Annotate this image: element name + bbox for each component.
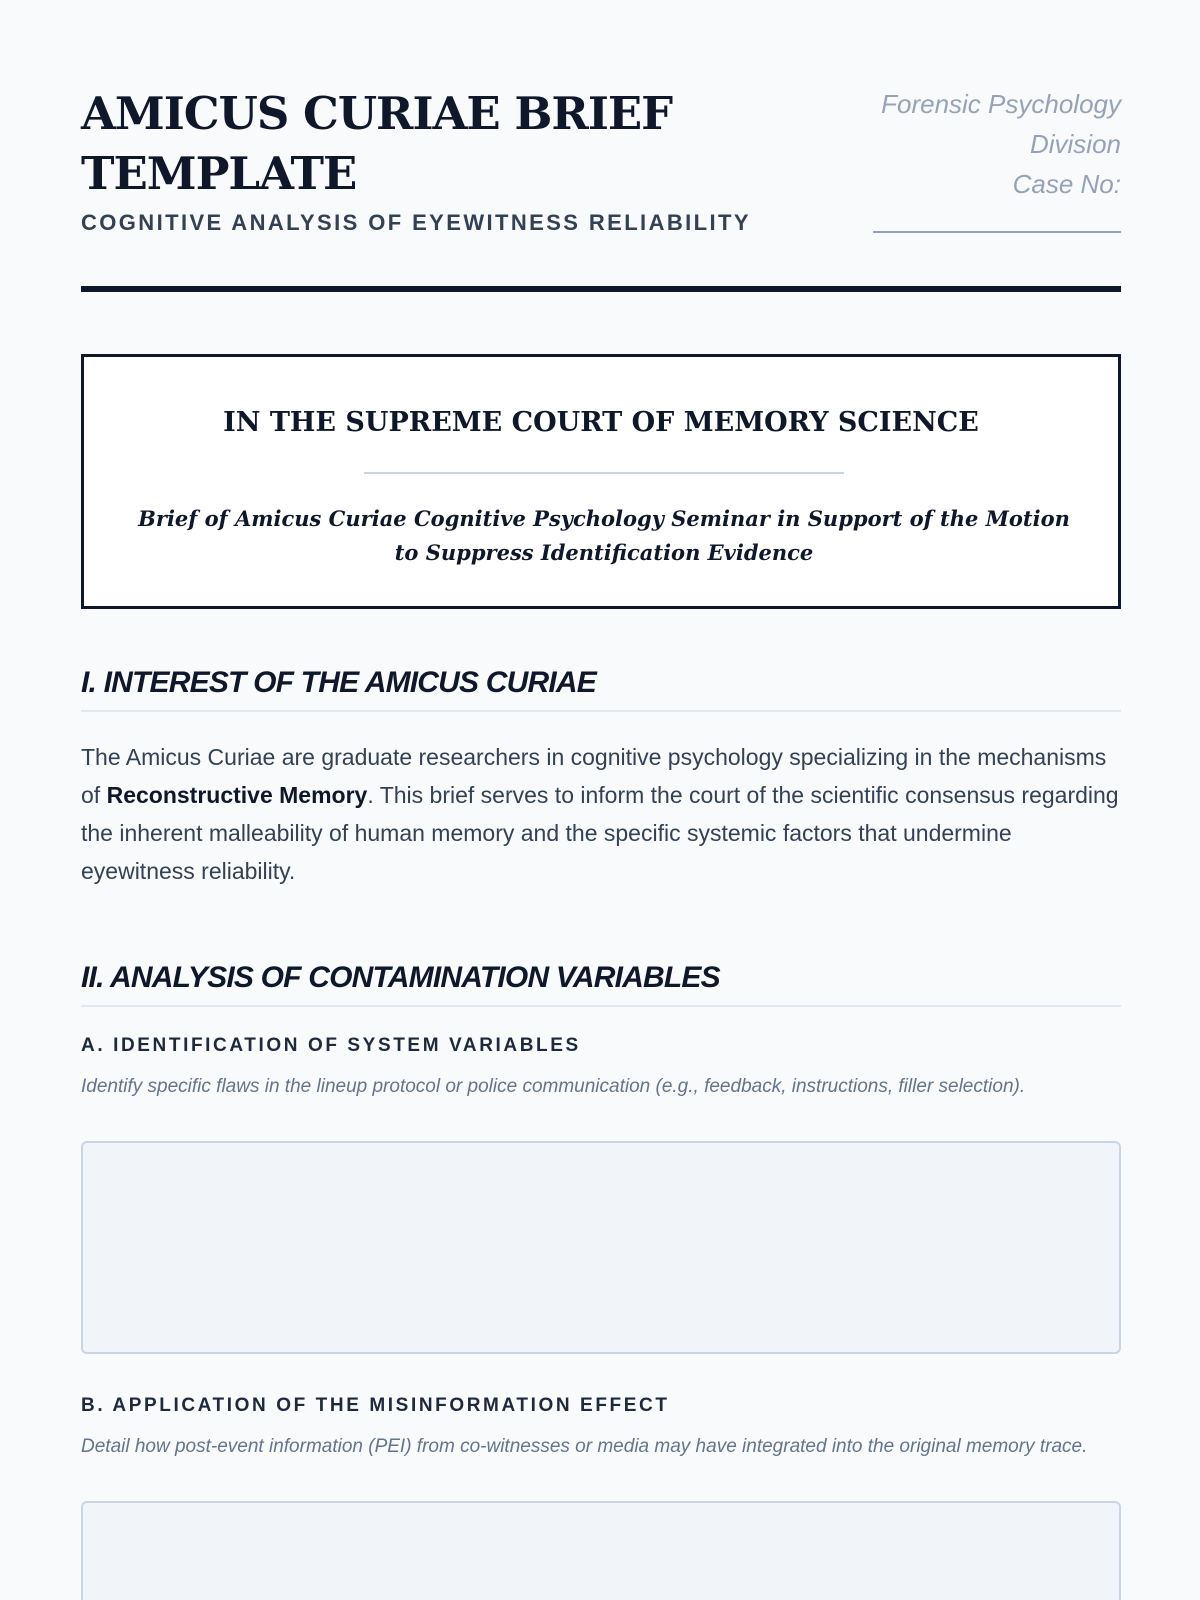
subsection-a-heading: A. IDENTIFICATION OF SYSTEM VARIABLES (81, 1035, 581, 1056)
body-text-emphasis: Reconstructive Memory (106, 782, 368, 808)
misinformation-effect-field[interactable] (81, 1501, 1121, 1600)
body-text-rest: . This brief serves to inform the court of the scientific consensus regarding the inherent malleability of human memory and the specific systemic factors that undermine eyewitness reliability. (81, 782, 1119, 884)
subsection-b-heading: B. APPLICATION OF THE MISINFORMATION EFFECT (81, 1395, 670, 1416)
section-2-heading: II. ANALYSIS OF CONTAMINATION VARIABLES (81, 961, 1121, 1007)
subsection-a-instructions: Identify specific flaws in the lineup protocol or police communication (e.g., feedback, instructions, filler selection). (81, 1076, 1026, 1097)
section-1-body (81, 738, 1121, 890)
case-number-field[interactable] (873, 231, 1121, 233)
division-meta (821, 84, 1121, 204)
document-header (81, 84, 1121, 292)
document-subtitle: COGNITIVE ANALYSIS OF EYEWITNESS RELIABILITY (81, 210, 751, 235)
document-title: AMICUS CURIAE BRIEF TEMPLATE (81, 87, 673, 200)
court-name: IN THE SUPREME COURT OF MEMORY SCIENCE (223, 407, 979, 438)
court-caption-box (81, 354, 1121, 609)
system-variables-field[interactable] (81, 1141, 1121, 1354)
section-1-heading: I. INTEREST OF THE AMICUS CURIAE (81, 666, 1121, 712)
brief-title: Brief of Amicus Curiae Cognitive Psychology Seminar in Support of the Motion to Suppress Identification Evidence (138, 506, 1070, 565)
division-line-1: Forensic Psychology (881, 89, 1121, 119)
caption-divider (364, 472, 844, 474)
case-number-label: Case No: (1012, 169, 1121, 199)
subsection-b-instructions: Detail how post-event information (PEI) from co-witnesses or media may have integrated into the original memory trace. (81, 1436, 1088, 1457)
body-text-intro: The Amicus Curiae are graduate researchers in cognitive psychology specializing in the mechanisms of (81, 744, 1107, 808)
division-line-2: Division (1029, 129, 1121, 159)
